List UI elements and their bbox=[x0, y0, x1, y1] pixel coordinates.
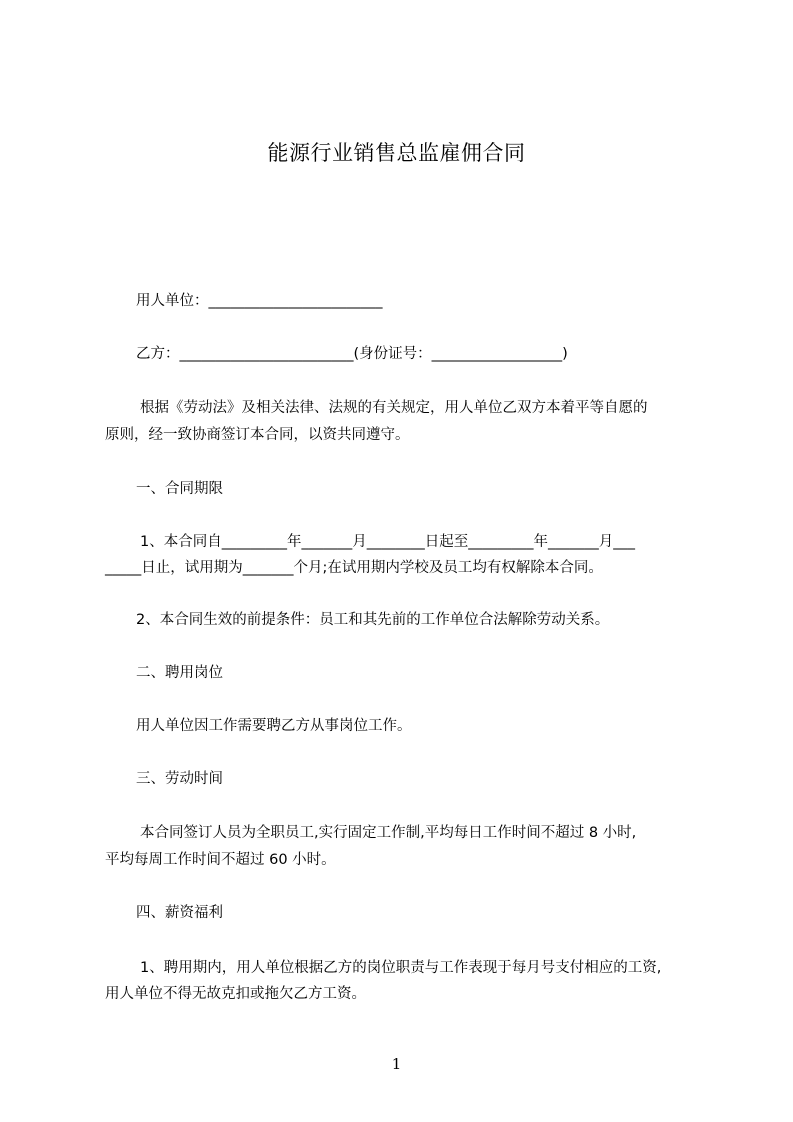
salary-item-1-line-2: 用人单位不得无故克扣或拖欠乙方工资。 bbox=[105, 986, 366, 1002]
page-number: 1 bbox=[391, 1055, 402, 1073]
section-heading-position: 二、聘用岗位 bbox=[136, 665, 223, 681]
intro-paragraph-line-1: 根据《劳动法》及相关法律、法规的有关规定，用人单位乙双方本着平等自愿的 bbox=[140, 400, 648, 416]
section-heading-working-hours: 三、劳动时间 bbox=[136, 771, 223, 787]
term-item-1-line-2: _____日止，试用期为_______个月;在试用期内学校及员工均有权解除本合同。 bbox=[105, 560, 603, 576]
term-item-1-line-1: 1、本合同自_________年_______月________日起至_________年_______月___ bbox=[140, 534, 635, 550]
section-heading-salary: 四、薪资福利 bbox=[136, 905, 223, 921]
term-item-2: 2、本合同生效的前提条件：员工和其先前的工作单位合法解除劳动关系。 bbox=[136, 612, 610, 628]
intro-paragraph-line-2: 原则，经一致协商签订本合同，以资共同遵守。 bbox=[105, 427, 410, 443]
position-paragraph: 用人单位因工作需要聘乙方从事岗位工作。 bbox=[136, 718, 412, 734]
salary-item-1-line-1: 1、聘用期内，用人单位根据乙方的岗位职责与工作表现于每月号支付相应的工资, bbox=[140, 960, 662, 976]
working-hours-line-1: 本合同签订人员为全职员工,实行固定工作制,平均每日工作时间不超过 8 小时, bbox=[140, 825, 637, 841]
working-hours-line-2: 平均每周工作时间不超过 60 小时。 bbox=[105, 852, 336, 868]
employer-field: 用人单位：________________________ bbox=[136, 293, 383, 309]
section-heading-term: 一、合同期限 bbox=[136, 481, 223, 497]
party-b-field: 乙方：________________________(身份证号：__________________) bbox=[136, 346, 568, 362]
page-title: 能源行业销售总监雇佣合同 bbox=[267, 141, 526, 165]
